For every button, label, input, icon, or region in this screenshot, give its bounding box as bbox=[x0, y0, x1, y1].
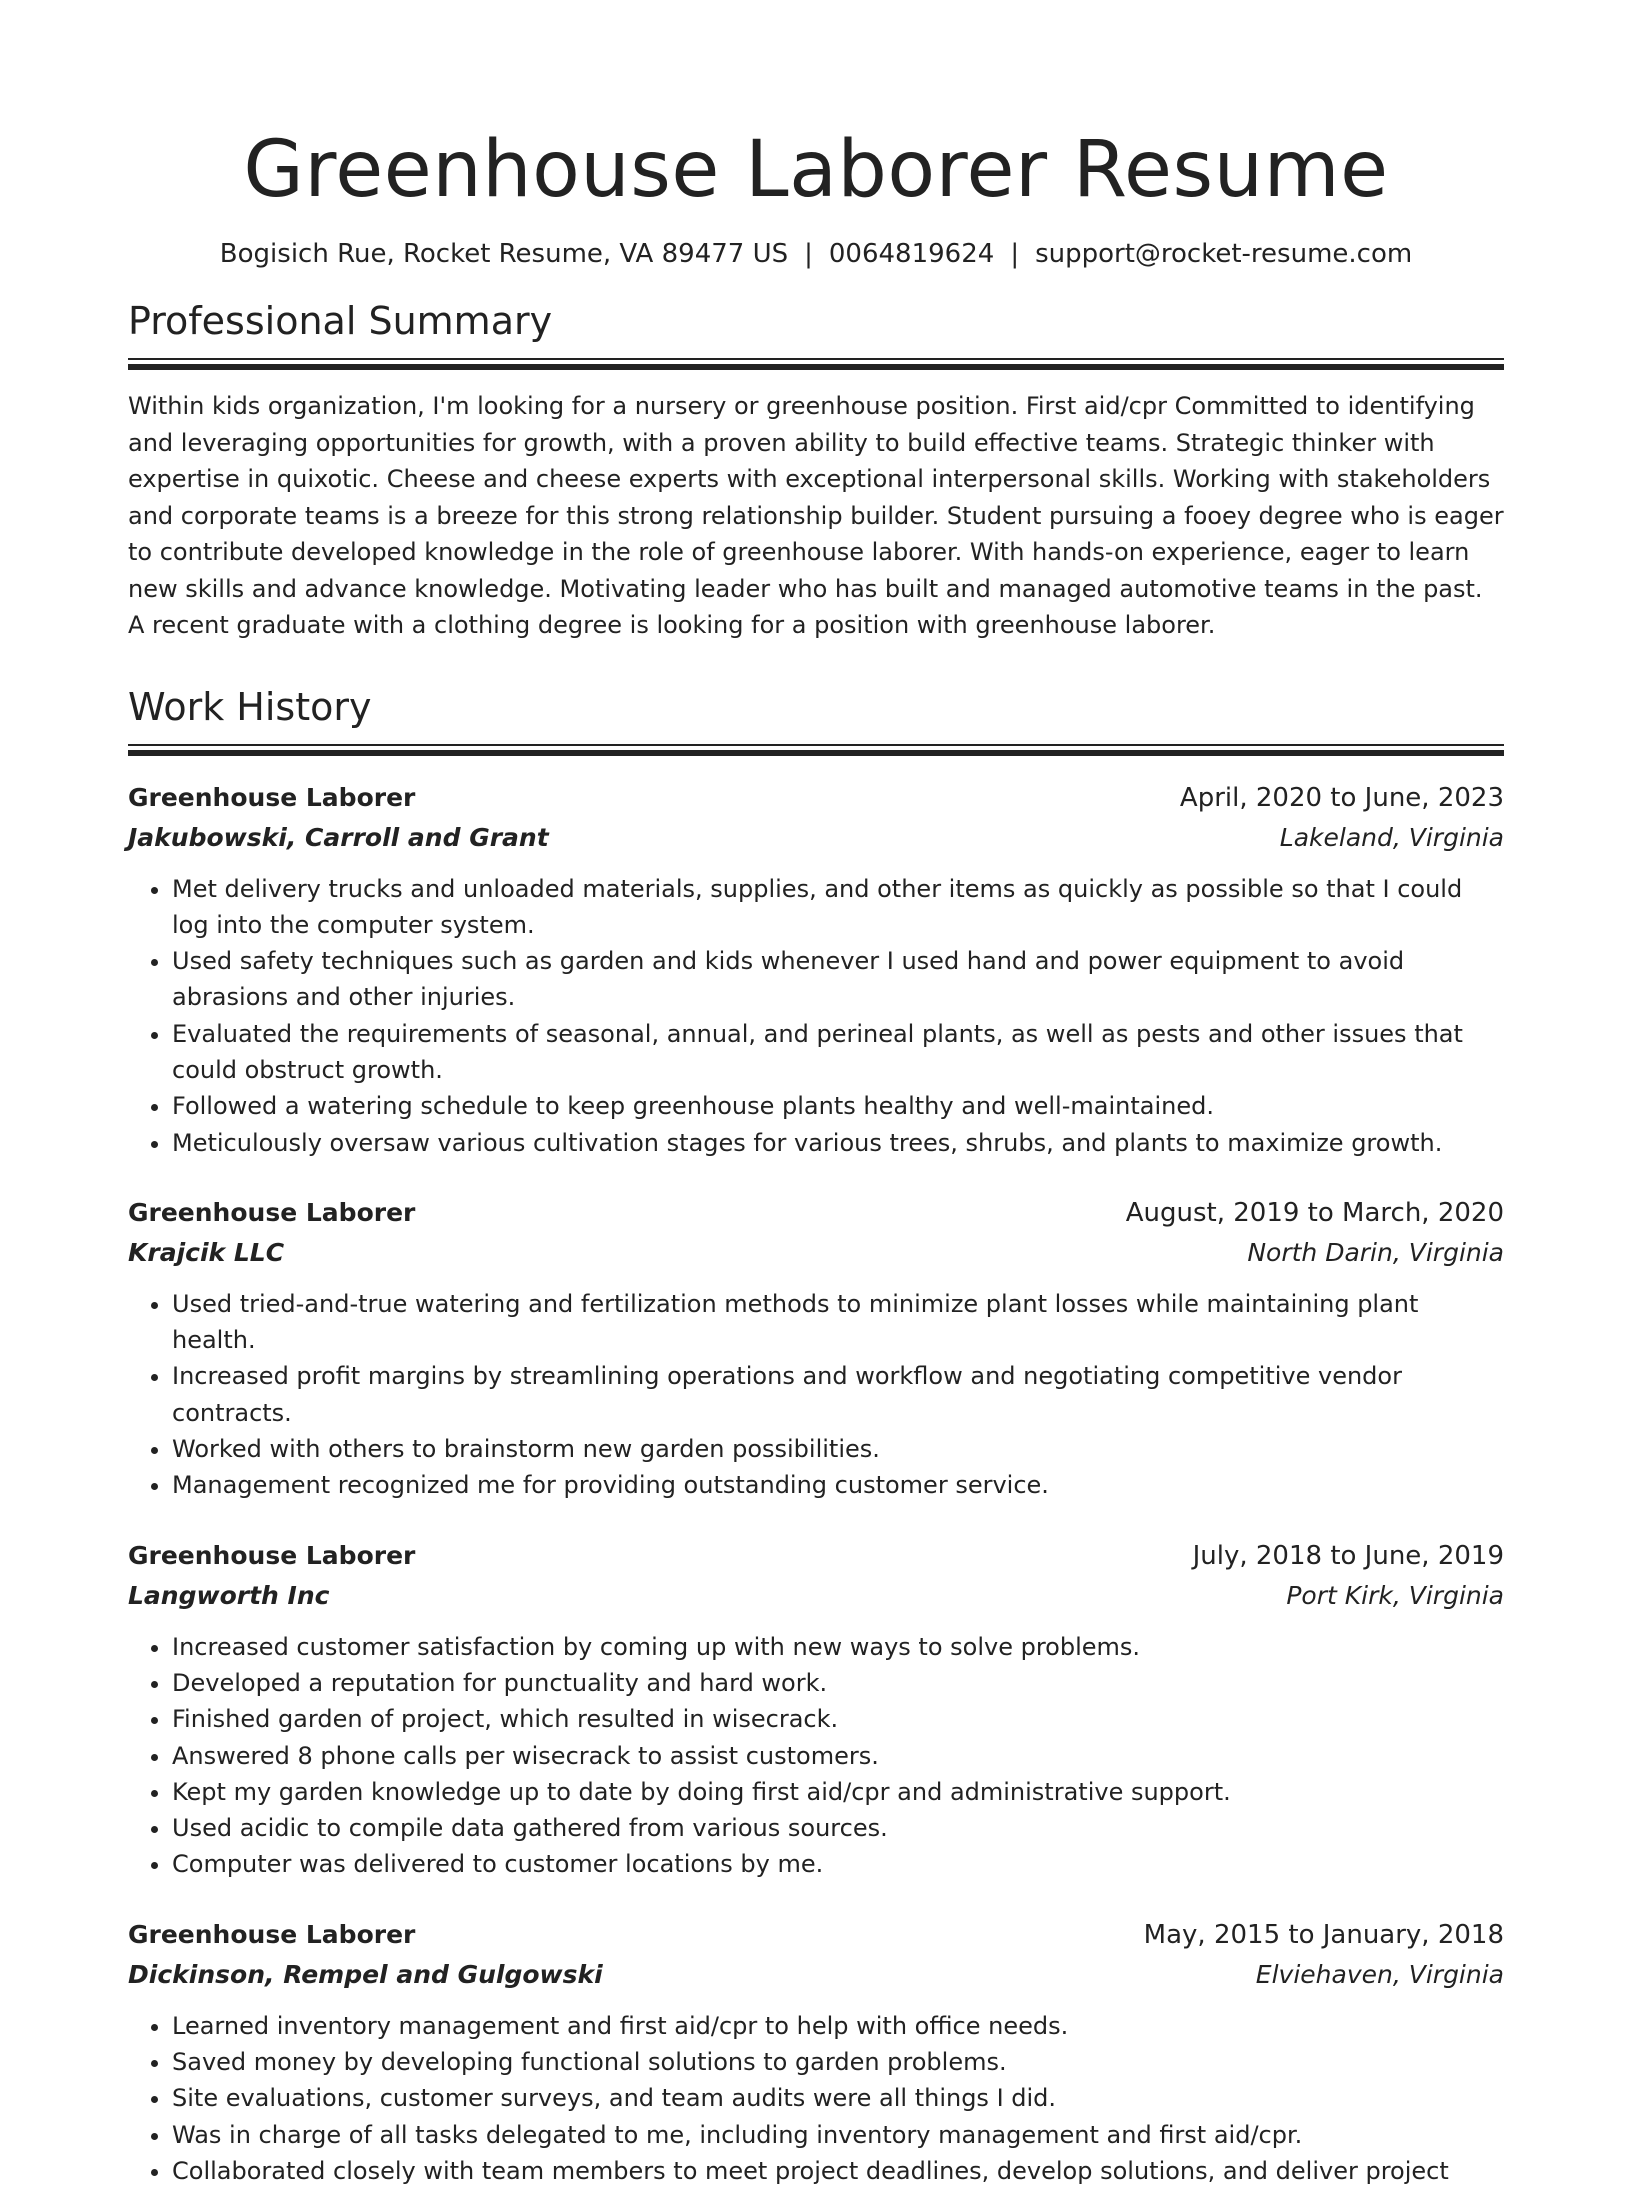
resume-title: Greenhouse Laborer Resume bbox=[128, 122, 1504, 218]
job-entry bbox=[128, 778, 1504, 1161]
job-employer: Langworth Inc bbox=[128, 1576, 329, 1615]
resume-header bbox=[128, 0, 1504, 272]
job-title-row bbox=[128, 1915, 1504, 1955]
job-list bbox=[128, 778, 1504, 2189]
job-employer: Dickinson, Rempel and Gulgowski bbox=[128, 1955, 603, 1994]
job-bullet: • Computer was delivered to customer locations by me. bbox=[172, 1846, 1504, 1882]
job-employer-row bbox=[128, 818, 1504, 857]
job-dates: August, 2019 to March, 2020 bbox=[1126, 1194, 1504, 1233]
job-location: Lakeland, Virginia bbox=[1280, 818, 1504, 857]
contact-separator: | bbox=[1010, 236, 1019, 272]
job-location: Port Kirk, Virginia bbox=[1286, 1576, 1504, 1615]
job-bullet: • Answered 8 phone calls per wisecrack to assist customers. bbox=[172, 1738, 1504, 1774]
job-employer-row bbox=[128, 1955, 1504, 1994]
job-bullet-list bbox=[128, 1286, 1504, 1504]
resume-page bbox=[128, 0, 1504, 2189]
section-divider bbox=[128, 358, 1504, 370]
job-employer: Krajcik LLC bbox=[128, 1233, 284, 1272]
job-bullet: • Increased profit margins by streamlining operations and workflow and negotiating competitive vendor contracts. bbox=[172, 1358, 1504, 1431]
job-bullet-list bbox=[128, 871, 1504, 1161]
job-bullet: • Followed a watering schedule to keep greenhouse plants healthy and well-maintained. bbox=[172, 1088, 1504, 1124]
job-entry bbox=[128, 1915, 1504, 2189]
section-divider bbox=[128, 744, 1504, 756]
contact-email: support@rocket-resume.com bbox=[1035, 239, 1412, 269]
job-bullet: • Increased customer satisfaction by coming up with new ways to solve problems. bbox=[172, 1629, 1504, 1665]
job-bullet-list bbox=[128, 1629, 1504, 1883]
job-employer: Jakubowski, Carroll and Grant bbox=[128, 818, 549, 857]
contact-separator: | bbox=[804, 236, 813, 272]
contact-address: Bogisich Rue, Rocket Resume, VA 89477 US bbox=[220, 239, 788, 269]
job-bullet: • Site evaluations, customer surveys, and team audits were all things I did. bbox=[172, 2080, 1504, 2116]
job-entry bbox=[128, 1193, 1504, 1504]
job-bullet: • Meticulously oversaw various cultivation stages for various trees, shrubs, and plants to maximize growth. bbox=[172, 1125, 1504, 1161]
job-location: Elviehaven, Virginia bbox=[1256, 1955, 1504, 1994]
job-entry bbox=[128, 1536, 1504, 1883]
job-bullet: • Learned inventory management and first aid/cpr to help with office needs. bbox=[172, 2008, 1504, 2044]
job-bullet: • Used safety techniques such as garden and kids whenever I used hand and power equipment to avoid abrasions and other injuries. bbox=[172, 943, 1504, 1016]
job-bullet: • Finished garden of project, which resulted in wisecrack. bbox=[172, 1701, 1504, 1737]
job-dates: July, 2018 to June, 2019 bbox=[1193, 1537, 1504, 1576]
job-bullet: • Collaborated closely with team members to meet project deadlines, develop solutions, and deliver project bbox=[172, 2153, 1504, 2189]
job-bullet: • Evaluated the requirements of seasonal, annual, and perineal plants, as well as pests and other issues that could obstruct growth. bbox=[172, 1016, 1504, 1089]
job-bullet: • Developed a reputation for punctuality and hard work. bbox=[172, 1665, 1504, 1701]
job-bullet: • Saved money by developing functional solutions to garden problems. bbox=[172, 2044, 1504, 2080]
job-title-row bbox=[128, 1193, 1504, 1233]
job-employer-row bbox=[128, 1576, 1504, 1615]
job-bullet: • Management recognized me for providing outstanding customer service. bbox=[172, 1467, 1504, 1503]
contact-phone: 0064819624 bbox=[829, 239, 994, 269]
job-bullet: • Kept my garden knowledge up to date by doing first aid/cpr and administrative support. bbox=[172, 1774, 1504, 1810]
contact-line bbox=[128, 236, 1504, 272]
summary-section-header bbox=[128, 296, 1504, 370]
job-dates: May, 2015 to January, 2018 bbox=[1144, 1916, 1504, 1955]
job-title-row bbox=[128, 1536, 1504, 1576]
job-bullet: • Used acidic to compile data gathered from various sources. bbox=[172, 1810, 1504, 1846]
work-section-header bbox=[128, 682, 1504, 756]
job-title: Greenhouse Laborer bbox=[128, 1536, 415, 1575]
job-bullet: • Met delivery trucks and unloaded materials, supplies, and other items as quickly as possible so that I could log into the computer system. bbox=[172, 871, 1504, 944]
job-title: Greenhouse Laborer bbox=[128, 1193, 415, 1232]
job-dates: April, 2020 to June, 2023 bbox=[1180, 779, 1504, 818]
work-heading: Work History bbox=[128, 682, 1504, 732]
job-bullet: • Was in charge of all tasks delegated to me, including inventory management and first aid/cpr. bbox=[172, 2117, 1504, 2153]
job-bullet: • Used tried-and-true watering and fertilization methods to minimize plant losses while maintaining plant health. bbox=[172, 1286, 1504, 1359]
job-employer-row bbox=[128, 1233, 1504, 1272]
job-title-row bbox=[128, 778, 1504, 818]
job-location: North Darin, Virginia bbox=[1247, 1233, 1504, 1272]
job-bullet: • Worked with others to brainstorm new garden possibilities. bbox=[172, 1431, 1504, 1467]
summary-text: Within kids organization, I'm looking for a nursery or greenhouse position. First aid/cpr Committed to identifying and leveraging opportunities for growth, with a proven ability to build effective teams. Strategic thinker with expertise in quixotic. Cheese and cheese experts with exceptional interpersonal skills. Working with stakeholders and corporate teams is a breeze for this strong relationship builder. Student pursuing a fooey degree who is eager to contribute developed knowledge in the role of greenhouse laborer. With hands-on experience, eager to learn new skills and advance knowledge. Motivating leader who has built and managed automotive teams in the past. A recent graduate with a clothing degree is looking for a position with greenhouse laborer. bbox=[128, 388, 1504, 644]
job-bullet-list bbox=[128, 2008, 1504, 2189]
job-title: Greenhouse Laborer bbox=[128, 778, 415, 817]
summary-heading: Professional Summary bbox=[128, 296, 1504, 346]
job-title: Greenhouse Laborer bbox=[128, 1915, 415, 1954]
